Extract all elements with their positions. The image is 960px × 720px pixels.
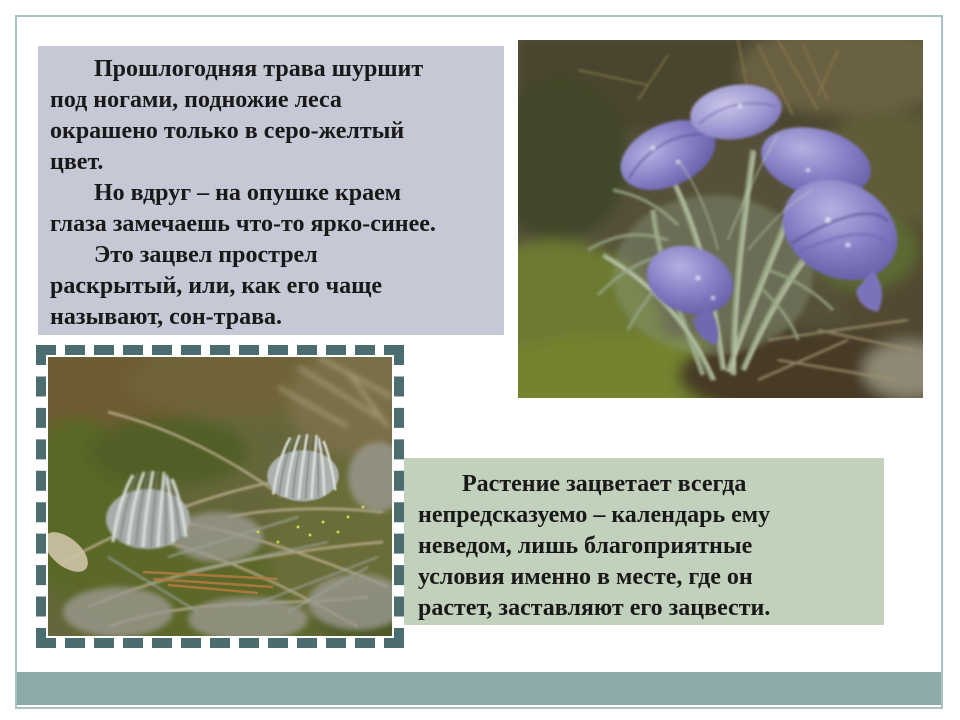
- paragraph: [418, 469, 872, 624]
- text-line: непредсказуемо – календарь ему: [418, 502, 771, 528]
- text-line: Растение зацветает всегда: [462, 471, 747, 497]
- paragraph: [50, 240, 494, 333]
- dried-seed-heads-photo-graphic: [48, 357, 392, 636]
- text-line: условия именно в месте, где он: [418, 564, 753, 590]
- textbox-blooming-unpredictable: [404, 458, 884, 625]
- pasque-flowers-photo: [518, 40, 923, 398]
- text-line: Это зацвел прострел: [94, 242, 318, 268]
- paragraph: [50, 178, 494, 240]
- dried-seed-heads-photo-frame: [36, 345, 404, 648]
- text-line: Прошлогодняя трава шуршит: [94, 56, 424, 82]
- text-line: глаза замечаешь что-то ярко-синее.: [50, 211, 436, 237]
- text-line: называют, сон-трава.: [50, 304, 283, 330]
- text-line: растет, заставляют его зацвести.: [418, 595, 771, 621]
- textbox-last-year-grass: [38, 46, 504, 335]
- paragraph: [50, 54, 494, 178]
- text-line: раскрытый, или, как его чаще: [50, 273, 383, 299]
- text-line: цвет.: [50, 149, 104, 175]
- text-line: неведом, лишь благоприятные: [418, 533, 753, 559]
- text-line: окрашено только в серо-желтый: [50, 118, 405, 144]
- pasque-flowers-photo-graphic: [518, 40, 923, 398]
- text-line: Но вдруг – на опушке краем: [94, 180, 402, 206]
- bottom-accent-bar: [17, 672, 941, 705]
- text-line: под ногами, подножие леса: [50, 87, 342, 113]
